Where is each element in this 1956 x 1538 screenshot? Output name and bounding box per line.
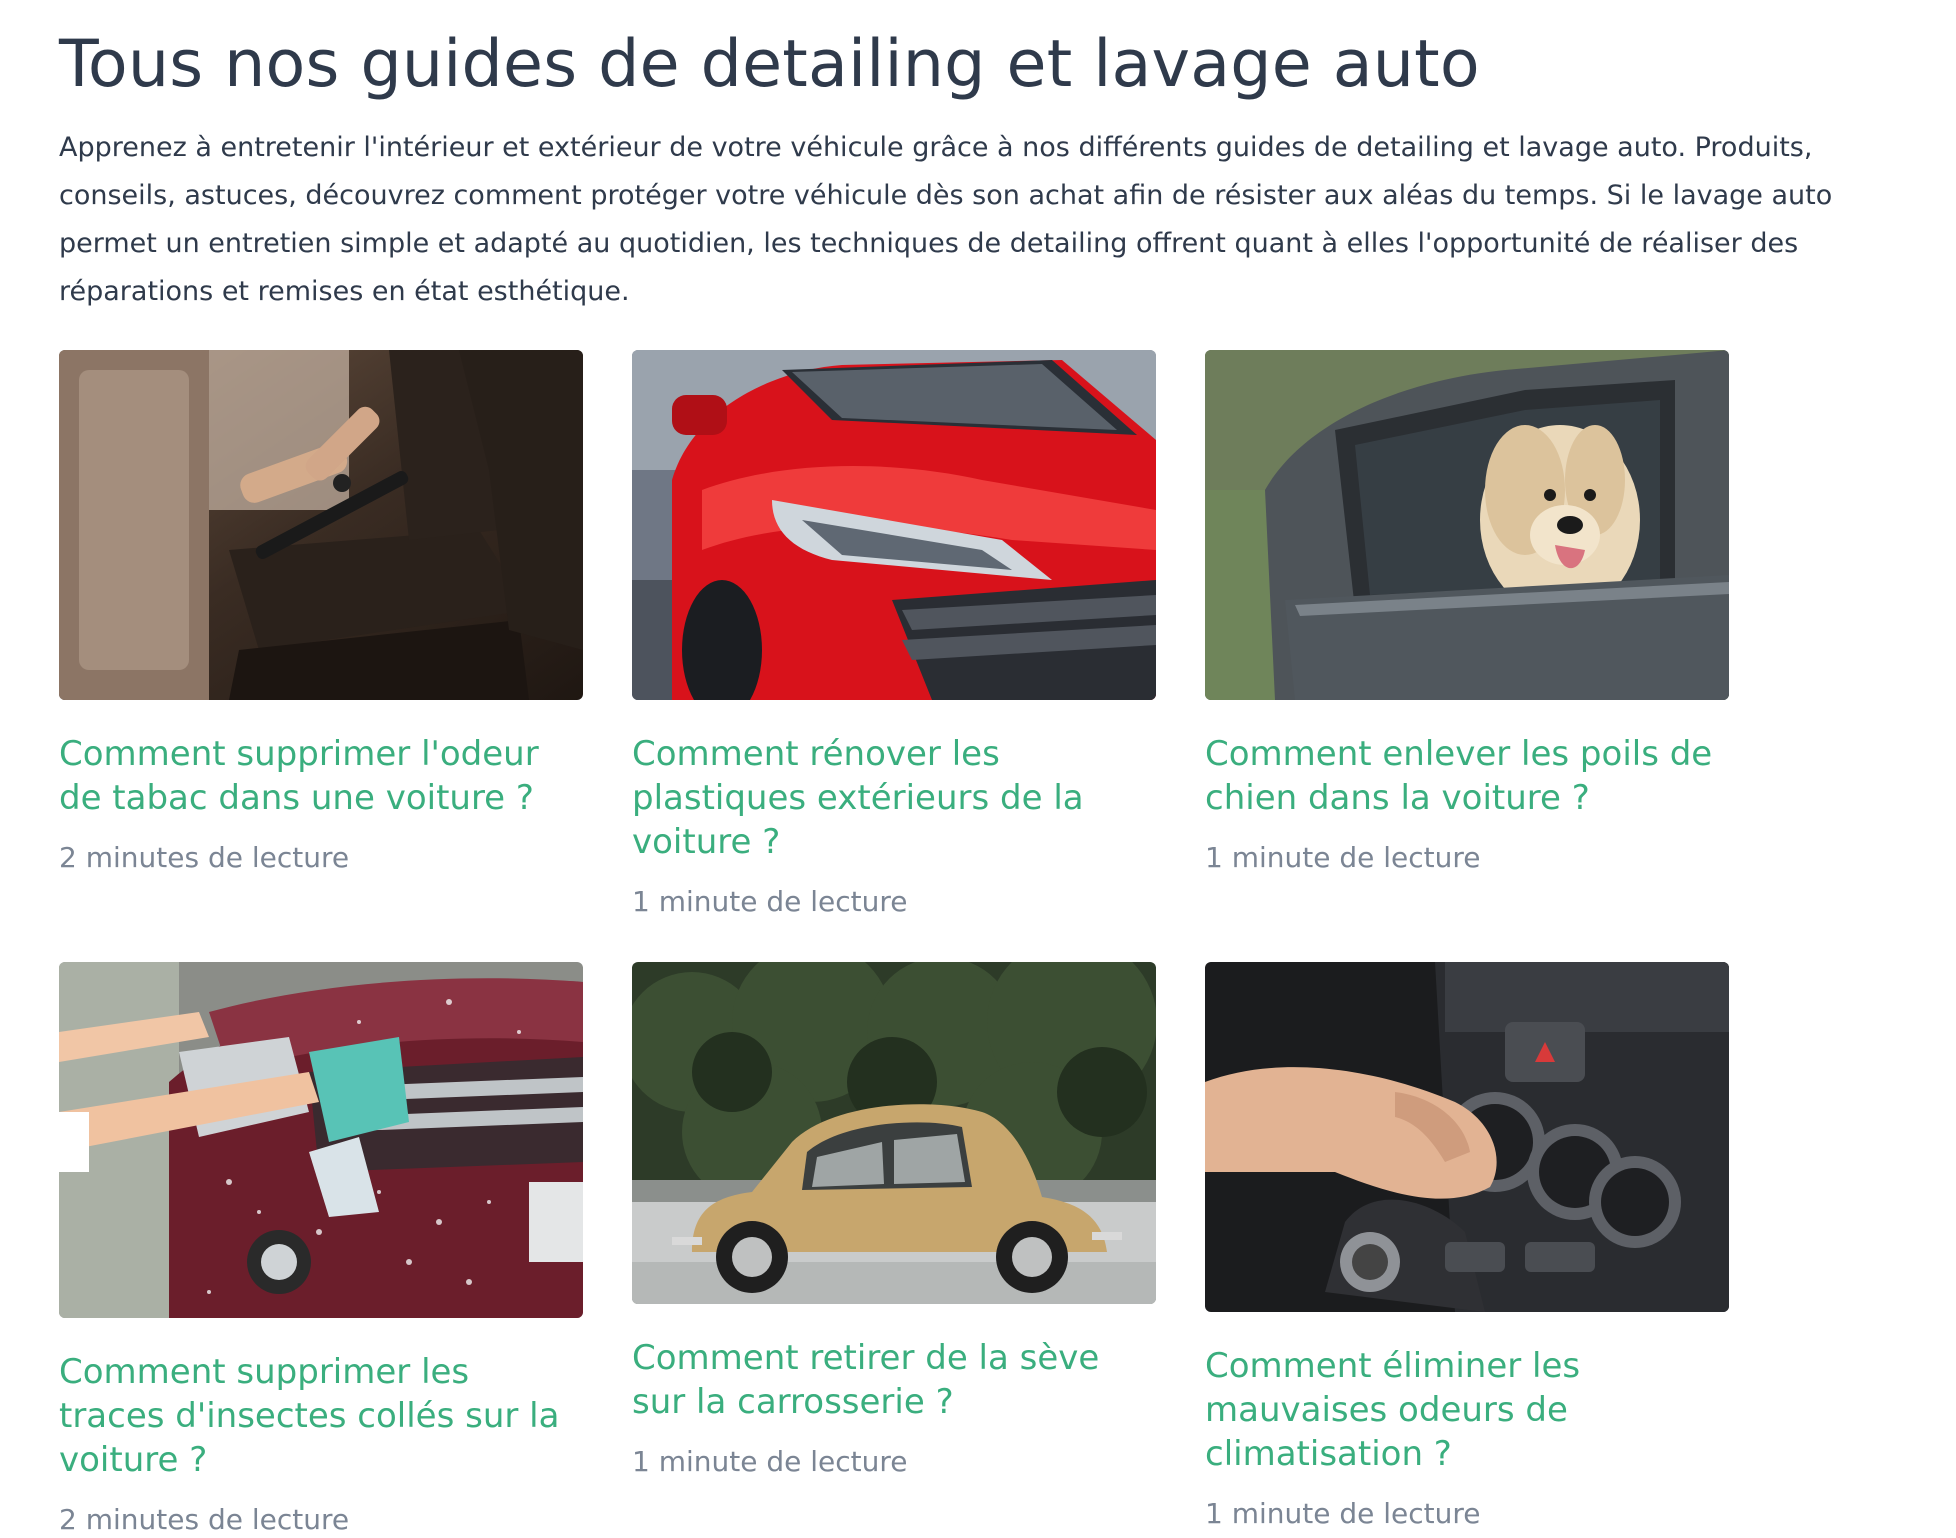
guide-card[interactable] — [59, 962, 583, 1538]
ac-control-knob-photo[interactable] — [1205, 962, 1729, 1312]
guide-card[interactable] — [59, 350, 583, 876]
read-time: 1 minute de lecture — [1205, 841, 1481, 874]
washing-car-hood-photo[interactable] — [59, 962, 583, 1318]
beige-vintage-car-photo[interactable] — [632, 962, 1156, 1304]
read-time: 2 minutes de lecture — [59, 1503, 350, 1536]
read-time: 1 minute de lecture — [632, 885, 908, 918]
guide-card[interactable] — [1205, 962, 1729, 1532]
guide-title[interactable]: Comment retirer de la sève sur la carrosserie ? — [632, 1338, 1100, 1422]
guide-card[interactable] — [1205, 350, 1729, 876]
dog-in-car-window-photo[interactable] — [1205, 350, 1729, 700]
guide-title[interactable]: Comment enlever les poils de chien dans la voiture ? — [1205, 734, 1713, 818]
guide-card[interactable] — [632, 962, 1156, 1480]
read-time: 1 minute de lecture — [632, 1445, 908, 1478]
red-car-front-photo[interactable] — [632, 350, 1156, 700]
guide-title[interactable]: Comment supprimer les traces d'insectes collés sur la voiture ? — [59, 1352, 560, 1480]
read-time: 1 minute de lecture — [1205, 1497, 1481, 1530]
page-title: Tous nos guides de detailing et lavage auto — [59, 27, 1480, 102]
guide-title[interactable]: Comment supprimer l'odeur de tabac dans une voiture ? — [59, 734, 539, 818]
vacuuming-car-seat-photo[interactable] — [59, 350, 583, 700]
guide-title[interactable]: Comment rénover les plastiques extérieurs de la voiture ? — [632, 734, 1084, 862]
guide-title[interactable]: Comment éliminer les mauvaises odeurs de climatisation ? — [1205, 1346, 1581, 1474]
read-time: 2 minutes de lecture — [59, 841, 350, 874]
guide-card[interactable] — [632, 350, 1156, 920]
intro-paragraph: Apprenez à entretenir l'intérieur et extérieur de votre véhicule grâce à nos différents guides de detailing et lavage auto. Produits, conseils, astuces, découvrez comment protéger votre véhicule dès son achat afin de résister aux aléas du temps. Si le lavage auto permet un entretien simple et adapté au quotidien, les techniques de detailing offrent quant à elles l'opportunité de réaliser des réparations et remises en état esthétique. — [59, 132, 1833, 307]
